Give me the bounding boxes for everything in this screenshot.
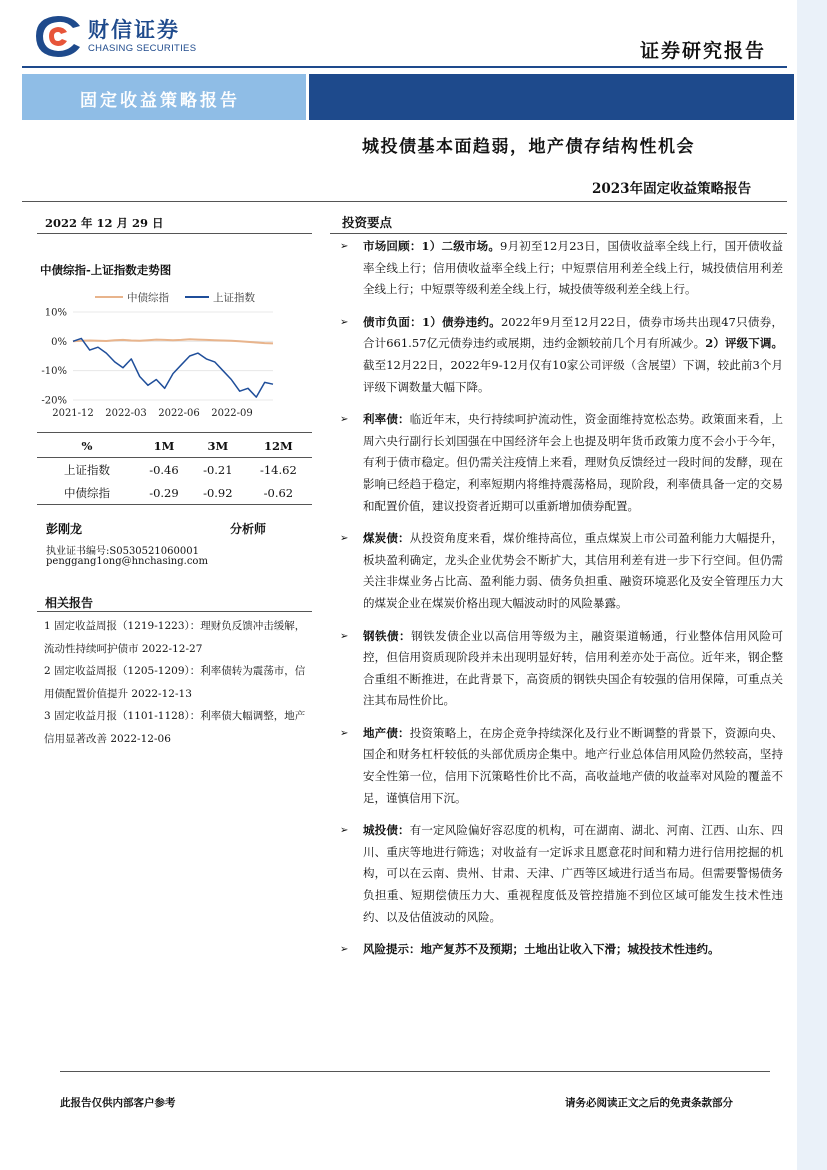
bullet-label: 债市负面：1）债券违约。	[363, 314, 501, 329]
legend-label-bond: 中债综指	[127, 292, 169, 304]
analyst-name: 彭刚龙	[46, 522, 83, 536]
cell-12m: -14.62	[259, 463, 297, 477]
chasing-securities-logo-icon	[33, 14, 83, 58]
bullet-market-review	[340, 236, 783, 301]
related-reports-list	[44, 615, 309, 750]
brand-name-en: CHASING SECURITIES	[88, 43, 197, 54]
banner-dark-bar	[309, 74, 794, 120]
cell-1m: -0.46	[149, 463, 179, 477]
table-header-cell: %	[37, 436, 137, 458]
bullet-text: 临近年末，央行持续呵护流动性，资金面维持宽松态势。政策面来看，上周六央行副行长刘国强在中国经济年会上也提及明年货币政策力度不会小于今年，有利于债市稳定。但仍需关注疫情上来看，理财负反馈经过一段时间的发酵，现在影响已经趋于稳定，利率短期内将维持震荡格局，现阶段，利率债具备一定的交易和配置价值，建议投资者近期可以重新增加债券配置。	[363, 412, 783, 513]
index-trend-chart	[37, 284, 297, 424]
right-margin-strip	[797, 0, 827, 1170]
related-report-item[interactable]: 3 固定收益月报（1101-1128）：利率债大幅调整，地产信用显著改善 2022-12-06	[44, 710, 306, 745]
cell-1m: -0.29	[137, 481, 191, 505]
cell-3m: -0.21	[203, 463, 233, 477]
bullet-label: 风险提示：地产复苏不及预期；土地出让收入下滑；城投技术性违约。	[363, 942, 720, 957]
report-title: 城投债基本面趋弱，地产债存结构性机会	[362, 137, 695, 157]
arrow-bullet-icon: ➢	[340, 825, 349, 837]
bullet-text-2: 截至12月22日，2022年9-12月仅有10家公司评级（含展望）下调，较此前3个月评级下调数量大幅下降。	[363, 357, 783, 394]
bullet-label: 利率债：	[363, 412, 410, 427]
table-header-cell: 12M	[245, 436, 312, 458]
analyst-cert: 执业证书编号:S0530521060001	[46, 546, 199, 557]
bullet-text: 投资策略上，在房企竞争持续深化及行业不断调整的背景下，资源向央、国企和财务杠杆较低的头部优质房企集中。地产行业总体信用风险仍然较高，坚持安全性第一位，信用下沉策略性价比不高，高收益地产债的收益率对风险的覆盖不足，谨慎信用下沉。	[363, 725, 783, 805]
investment-divider	[330, 233, 787, 234]
bullet-coal	[340, 528, 783, 614]
analyst-role: 分析师	[230, 522, 267, 536]
bullet-label: 煤炭债：	[363, 531, 410, 546]
related-reports-heading: 相关报告	[45, 596, 94, 610]
bullet-text: 9月初至12月23日，国债收益率全线上行，国开债收益率全线上行；信用债收益率全线上行；中短票信用利差全线上行，城投债信用利差全线上行；中短票等级利差全线上行，城投债等级利差全线上行。	[363, 239, 783, 297]
arrow-bullet-icon: ➢	[340, 630, 349, 642]
arrow-bullet-icon: ➢	[340, 316, 349, 328]
y-tick-label: 0%	[51, 336, 67, 348]
x-tick-label: 2022-06	[158, 408, 200, 419]
bullet-label-2: 2）评级下调。	[705, 336, 783, 351]
arrow-bullet-icon: ➢	[340, 414, 349, 426]
analyst-email[interactable]: penggang1ong@hnchasing.com	[46, 556, 208, 567]
cell-3m: -0.92	[191, 481, 245, 505]
arrow-bullet-icon: ➢	[340, 727, 349, 739]
investment-highlights-heading: 投资要点	[342, 215, 393, 230]
report-subtitle: 2023年固定收益策略报告	[592, 181, 752, 197]
row-label: 上证指数	[64, 463, 110, 477]
performance-table	[37, 436, 312, 505]
table-header-row	[37, 436, 312, 458]
title-divider	[22, 201, 787, 202]
table-header-cell: 3M	[191, 436, 245, 458]
x-tick-label: 2022-09	[211, 408, 253, 419]
bullet-property	[340, 723, 783, 809]
category-banner-label: 固定收益策略报告	[80, 91, 240, 111]
bullet-text: 从投资角度来看，煤价维持高位，重点煤炭上市公司盈利能力大幅提升，板块盈利确定，龙头企业优势会不断扩大，其信用利差有进一步下行空间。但仍需关注非煤业务占比高、盈利能力弱、债务负担重、融资环境恶化及安全管理压力大的煤炭企业在煤炭价格出现大幅波动时的风险暴露。	[363, 531, 783, 610]
related-report-item[interactable]: 2 固定收益周报（1205-1209）：利率债转为震荡市，信用债配置价值提升 2022-12-13	[44, 665, 306, 700]
bullet-label: 钢铁债：	[363, 628, 412, 643]
arrow-bullet-icon: ➢	[340, 944, 349, 956]
chart-divider	[37, 432, 312, 433]
series-line-sse-index	[73, 338, 273, 397]
bullet-negative	[340, 312, 783, 398]
date-divider	[37, 233, 312, 234]
footer-disclaimer-right: 请务必阅读正文之后的免责条款部分	[565, 1097, 733, 1109]
y-tick-label: -10%	[41, 366, 67, 378]
bullet-text: 钢铁发债企业以高信用等级为主，融资渠道畅通，行业整体信用风险可控，但信用资质现阶段并未出现明显好转，信用利差亦处于高位。近年来，钢企整合重组不断推进，在此背景下，高资质的钢铁央国企有较强的信用保障，可重点关注其布局性价比。	[363, 628, 783, 708]
table-row	[37, 458, 312, 482]
x-tick-label: 2021-12	[52, 408, 94, 419]
report-date: 2022 年 12 月 29 日	[45, 216, 164, 230]
table-header-cell: 1M	[137, 436, 191, 458]
bullet-rates	[340, 409, 783, 517]
y-tick-label: -20%	[41, 395, 67, 407]
header-divider	[22, 66, 787, 68]
chart-legend	[95, 291, 255, 304]
brand-name: 财信证券	[88, 18, 180, 42]
bullet-text: 2022年9月至12月22日，债券市场共出现47只债券，合计661.57亿元债券违约或展期，违约金额较前几个月有所减少。	[363, 314, 783, 351]
row-label: 中债综指	[37, 481, 137, 505]
related-report-item[interactable]: 1 固定收益周报（1219-1223）：理财负反馈冲击缓解，流动性持续呵护债市 2022-12-27	[44, 620, 306, 655]
bullet-steel	[340, 626, 783, 712]
table-row	[37, 481, 312, 505]
arrow-bullet-icon: ➢	[340, 241, 349, 252]
related-divider	[37, 611, 312, 612]
y-tick-label: 10%	[44, 307, 67, 319]
investment-bullets	[340, 236, 783, 972]
report-type: 证券研究报告	[640, 40, 767, 62]
cell-12m: -0.62	[245, 481, 312, 505]
chart-title: 中债综指-上证指数走势图	[40, 263, 172, 277]
bullet-label: 城投债：	[363, 823, 410, 838]
footer-divider	[60, 1071, 770, 1072]
bullet-lgfv	[340, 820, 783, 928]
arrow-bullet-icon: ➢	[340, 533, 349, 545]
bullet-risk	[340, 939, 783, 961]
bullet-text: 有一定风险偏好容忍度的机构，可在湖南、湖北、河南、江西、山东、四川、重庆等地进行筛选；对收益有一定诉求且愿意花时间和精力进行信用挖掘的机构，可以在云南、贵州、甘肃、天津、广西等区域进行适当布局。但需要警惕债务负担重、短期偿债压力大、重视程度低及管控措施不到位区域可能发生技术性违约、以及估值波动的风险。	[363, 823, 783, 924]
x-tick-label: 2022-03	[105, 408, 147, 419]
legend-label-sse: 上证指数	[213, 292, 255, 304]
bullet-label: 地产债：	[363, 725, 410, 740]
footer-disclaimer-left: 此报告仅供内部客户参考	[60, 1097, 176, 1109]
bullet-label: 市场回顾：1）二级市场。	[363, 239, 501, 253]
category-banner	[22, 74, 306, 120]
